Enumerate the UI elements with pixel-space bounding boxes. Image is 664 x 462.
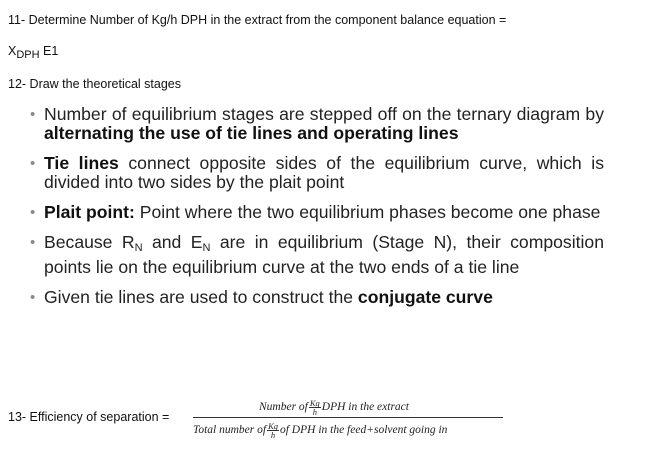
x-dph-e1 xyxy=(8,44,58,61)
bullet-icon: • xyxy=(30,234,36,251)
unit-fraction xyxy=(267,422,279,439)
unit-bottom: h xyxy=(270,430,276,440)
bullet-bold: conjugate curve xyxy=(357,287,493,307)
x-symbol: X xyxy=(8,44,17,58)
bullet-bold: alternating the use of tie lines and operating lines xyxy=(44,123,459,143)
bullet-plait-point xyxy=(30,203,604,222)
x-subscript: DPH xyxy=(16,49,40,61)
bullet-bold: Plait point: xyxy=(44,202,135,222)
denominator-text-end: of DPH in the feed+solvent going in xyxy=(279,424,448,437)
bullet-icon: • xyxy=(30,106,36,123)
subscript-rn: N xyxy=(134,242,143,254)
unit-bottom: h xyxy=(312,407,317,417)
bullet-text: connect opposite sides of the equilibrium curve, which is divided into two sides by the plait point xyxy=(44,153,604,192)
bullet-equilibrium-stages xyxy=(30,105,604,143)
step-11-text: 11- Determine Number of Kg/h DPH in the extract from the component balance equation = xyxy=(8,13,507,27)
bullet-text: Point where the two equilibrium phases become one phase xyxy=(134,202,601,222)
bullet-text: Given tie lines are used to construct the xyxy=(44,287,358,307)
numerator-text-end: DPH in the extract xyxy=(321,401,409,414)
bullet-text-2: and E xyxy=(142,232,203,252)
bullet-because xyxy=(30,233,604,277)
numerator-text: Number of xyxy=(259,401,308,414)
bullet-text-1: Because R xyxy=(44,232,135,252)
unit-top: Kg xyxy=(309,398,320,408)
bullet-icon: • xyxy=(30,289,36,306)
denominator-text: Total number of xyxy=(193,424,267,437)
fraction-denominator xyxy=(193,422,447,439)
bullet-list xyxy=(30,105,604,318)
bullet-bold: Tie lines xyxy=(44,153,119,173)
unit-top: Kg xyxy=(268,421,278,431)
step-12-title: 12- Draw the theoretical stages xyxy=(8,77,182,91)
unit-fraction xyxy=(309,399,321,416)
bullet-icon: • xyxy=(30,204,36,221)
fraction-numerator xyxy=(259,399,409,416)
bullet-text-3: are in equilibrium (Stage N), their composition points lie on the equilibrium curve at the two ends of a tie line xyxy=(44,232,604,277)
bullet-text: Number of equilibrium stages are stepped off on the ternary diagram by xyxy=(44,104,604,124)
fraction-bar xyxy=(193,417,503,418)
x-suffix: E1 xyxy=(39,44,59,58)
bullet-tie-lines xyxy=(30,154,604,192)
bullet-icon: • xyxy=(30,155,36,172)
subscript-en: N xyxy=(202,242,211,254)
bullet-conjugate-curve xyxy=(30,288,604,307)
step-13-label: 13- Efficiency of separation = xyxy=(8,410,170,424)
